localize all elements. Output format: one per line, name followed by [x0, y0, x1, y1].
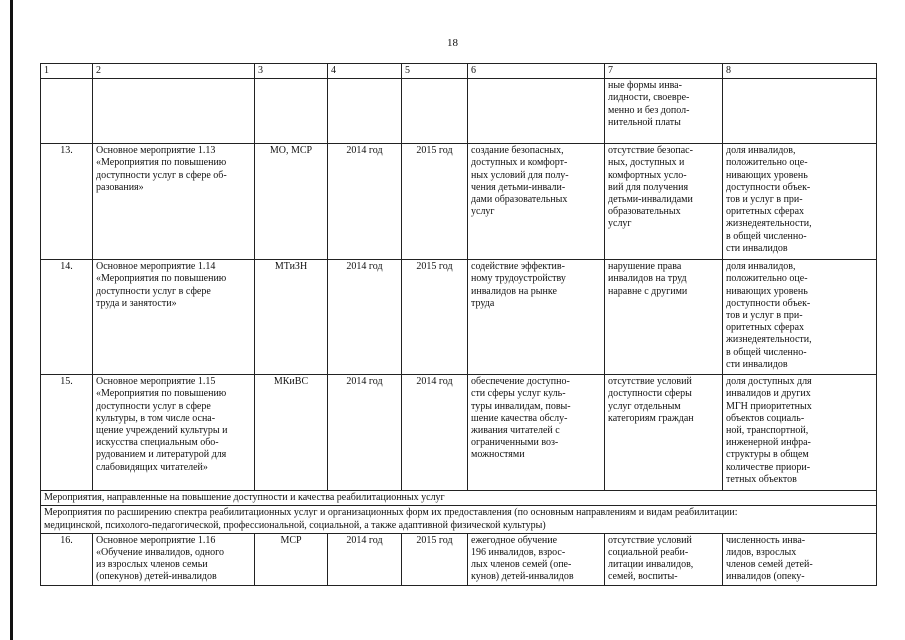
start-year-cell: 2014 год	[328, 533, 402, 585]
event-cell: Основное мероприятие 1.14 «Мероприятия по повышению доступности услуг в сфере труда и занятости»	[93, 260, 255, 375]
consequence-cell: ные формы инва- лидности, своевре- менно и без допол- нительной платы	[605, 79, 723, 144]
row-number: 14.	[41, 260, 93, 375]
continuation-row	[41, 79, 877, 144]
table-row	[41, 375, 877, 491]
column-number-row	[41, 64, 877, 79]
executor-cell: МО, МСР	[255, 144, 328, 260]
column-header: 8	[723, 64, 877, 79]
event-cell: Основное мероприятие 1.15 «Мероприятия по повышению доступности услуг в сфере культуры, в том числе осна- щение учреждений культуры и искусства специальным обо- рудованием и литературой для слабовидящих читателей»	[93, 375, 255, 491]
subsection-heading: Мероприятия по расширению спектра реабилитационных услуг и организационных форм их предоставления (по основным направлениям и видам реабилитации: медицинской, психолого-педагогической, профессиональной, социальной, а также адаптивной физической культуры)	[41, 506, 877, 533]
table-row	[41, 260, 877, 375]
page-left-border	[10, 0, 13, 640]
subsection-heading-row	[41, 506, 877, 533]
result-cell: создание безопасных, доступных и комфорт- ных условий для полу- чения детьми-инвали- дами образовательных услуг	[468, 144, 605, 260]
start-year-cell: 2014 год	[328, 375, 402, 491]
section-heading-row	[41, 491, 877, 506]
event-cell: Основное мероприятие 1.16 «Обучение инвалидов, одного из взрослых членов семьи (опекунов) детей-инвалидов	[93, 533, 255, 585]
column-header: 3	[255, 64, 328, 79]
start-year-cell: 2014 год	[328, 144, 402, 260]
activities-table	[40, 63, 877, 586]
end-year-cell: 2015 год	[402, 533, 468, 585]
executor-cell: МКиВС	[255, 375, 328, 491]
indicator-cell: численность инва- лидов, взрослых членов семей детей- инвалидов (опеку-	[723, 533, 877, 585]
executor-cell: МТиЗН	[255, 260, 328, 375]
column-header: 1	[41, 64, 93, 79]
result-cell: содействие эффектив- ному трудоустройству инвалидов на рынке труда	[468, 260, 605, 375]
section-heading: Мероприятия, направленные на повышение доступности и качества реабилитационных услуг	[41, 491, 877, 506]
indicator-cell: доля доступных для инвалидов и других МГН приоритетных объектов социаль- ной, транспортной, инженерной инфра- структуры в общем количестве приори- тетных объектов	[723, 375, 877, 491]
column-header: 5	[402, 64, 468, 79]
indicator-cell: доля инвалидов, положительно оце- нивающих уровень доступности объек- тов и услуг в при- оритетных сферах жизнедеятельности, в общей численно- сти инвалидов	[723, 260, 877, 375]
end-year-cell: 2014 год	[402, 375, 468, 491]
column-header: 2	[93, 64, 255, 79]
consequence-cell: отсутствие безопас- ных, доступных и комфортных усло- вий для получения детьми-инвалидами образовательных услуг	[605, 144, 723, 260]
page-number: 18	[447, 37, 458, 49]
consequence-cell: отсутствие условий доступности сферы услуг отдельным категориям граждан	[605, 375, 723, 491]
end-year-cell: 2015 год	[402, 144, 468, 260]
table-row	[41, 533, 877, 585]
column-header: 6	[468, 64, 605, 79]
row-number: 15.	[41, 375, 93, 491]
result-cell: обеспечение доступно- сти сферы услуг куль- туры инвалидам, повы- шение качества обслу- живания читателей с ограниченными воз- можностями	[468, 375, 605, 491]
executor-cell: МСР	[255, 533, 328, 585]
consequence-cell: нарушение права инвалидов на труд наравне с другими	[605, 260, 723, 375]
event-cell: Основное мероприятие 1.13 «Мероприятия по повышению доступности услуг в сфере об- разования»	[93, 144, 255, 260]
column-header: 4	[328, 64, 402, 79]
row-number: 16.	[41, 533, 93, 585]
indicator-cell: доля инвалидов, положительно оце- нивающих уровень доступности объек- тов и услуг в при- оритетных сферах жизнедеятельности, в общей численно- сти инвалидов	[723, 144, 877, 260]
end-year-cell: 2015 год	[402, 260, 468, 375]
row-number: 13.	[41, 144, 93, 260]
result-cell: ежегодное обучение 196 инвалидов, взрос- лых членов семей (опе- кунов) детей-инвалидов	[468, 533, 605, 585]
start-year-cell: 2014 год	[328, 260, 402, 375]
column-header: 7	[605, 64, 723, 79]
consequence-cell: отсутствие условий социальной реаби- литации инвалидов, семей, воспиты-	[605, 533, 723, 585]
table-row	[41, 144, 877, 260]
